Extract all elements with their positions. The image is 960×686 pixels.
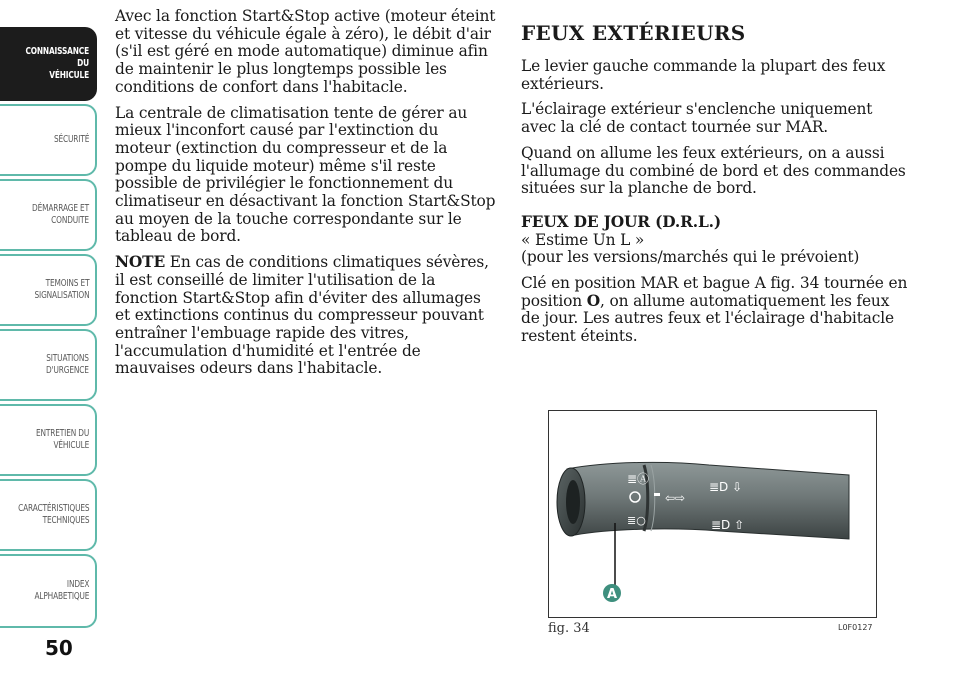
tab-label: ENTRETIEN DU VÉHICULE	[35, 428, 89, 451]
figure-code: L0F0127	[838, 623, 873, 632]
high-beam-icon: ≣D ⇩	[709, 480, 743, 494]
page-number: 50	[45, 636, 73, 660]
low-beam-icon: ≣D ⇧	[711, 518, 745, 532]
tab-connaissance-du-vehicule[interactable]	[0, 27, 97, 101]
tab-label: CONNAISSANCE DU VÉHICULE	[25, 46, 89, 81]
tab-demarrage-et-conduite[interactable]	[0, 179, 97, 251]
tab-label: SÉCURITÉ	[53, 134, 89, 145]
chapter-sidebar	[0, 0, 100, 686]
tab-label: TEMOINS ET SIGNALISATION	[34, 278, 89, 301]
note-paragraph	[115, 254, 497, 378]
parking-light-icon: ≣○	[627, 514, 646, 527]
callout-a: A	[606, 587, 618, 602]
tab-index-alphabetique[interactable]	[0, 554, 97, 628]
auto-light-icon: ≣Ⓐ	[627, 472, 650, 486]
figure-light-lever	[548, 410, 877, 618]
note-text: En cas de conditions climatiques sévères, il est conseillé de limiter l'utilisation de la fonction Start&Stop afin d'éviter des allumages et extinctions continus du compresseur pouvant entraîner l'embuage rapide des vitres, l'accumulation d'humidité et l'entrée de mauvaises odeurs dans l'habitacle.	[115, 253, 489, 378]
ring-marker	[654, 493, 660, 496]
subsection-note: « Estime Un L »	[521, 230, 645, 249]
paragraph: Le levier gauche commande la plupart des feux extérieurs.	[521, 57, 886, 93]
tab-label: SITUATIONS D'URGENCE	[46, 353, 89, 376]
tab-label: CARACTÉRISTIQUES TECHNIQUES	[17, 503, 89, 526]
light-lever-illustration	[549, 411, 876, 617]
tab-label: INDEX ALPHABETIQUE	[34, 579, 89, 602]
tab-temoins-et-signalisation[interactable]	[0, 254, 97, 326]
paragraph: Quand on allume les feux extérieurs, on a aussi l'allumage du combiné de bord et des commandes situées sur la planche de bord.	[521, 143, 906, 198]
tab-label: DÉMARRAGE ET CONDUITE	[32, 203, 89, 226]
position-o: O	[586, 291, 601, 310]
subsection-note: (pour les versions/marchés qui le prévoient)	[521, 248, 860, 267]
tab-caracteristiques-techniques[interactable]	[0, 479, 97, 551]
tab-entretien-du-vehicule[interactable]	[0, 404, 97, 476]
paragraph: Avec la fonction Start&Stop active (moteur éteint et vitesse du véhicule égale à zéro), le débit d'air (s'il est géré en mode automatique) diminue afin de maintenir le plus longtemps possible les conditions de confort dans l'habitacle.	[115, 7, 496, 96]
note-label: NOTE	[115, 253, 166, 272]
indicator-arrows-icon: ⇦⇨	[665, 491, 686, 505]
tab-securite[interactable]	[0, 104, 97, 176]
paragraph: L'éclairage extérieur s'enclenche uniquement avec la clé de contact tournée sur MAR.	[521, 100, 873, 137]
paragraph: Clé en position MAR et bague A fig. 34 tournée en position O, on allume automatiquement les feux de jour. Les autres feux et l'éclairage d'habitacle restent éteints.	[521, 274, 908, 346]
tab-situations-durgence[interactable]	[0, 329, 97, 401]
figure-caption: fig. 34	[548, 621, 590, 636]
left-column	[115, 8, 497, 386]
section-heading: FEUX EXTÉRIEURS	[521, 21, 746, 45]
subsection-heading: FEUX DE JOUR (D.R.L.)	[521, 212, 721, 231]
right-column	[521, 22, 911, 354]
paragraph: La centrale de climatisation tente de gérer au mieux l'inconfort causé par l'extinction du moteur (extinction du compresseur et de la pompe du liquide moteur) même s'il reste possible de privilégier le fonctionnement du climatiseur en désactivant la fonction Start&Stop au moyen de la touche correspondante sur le tableau de bord.	[115, 103, 496, 246]
